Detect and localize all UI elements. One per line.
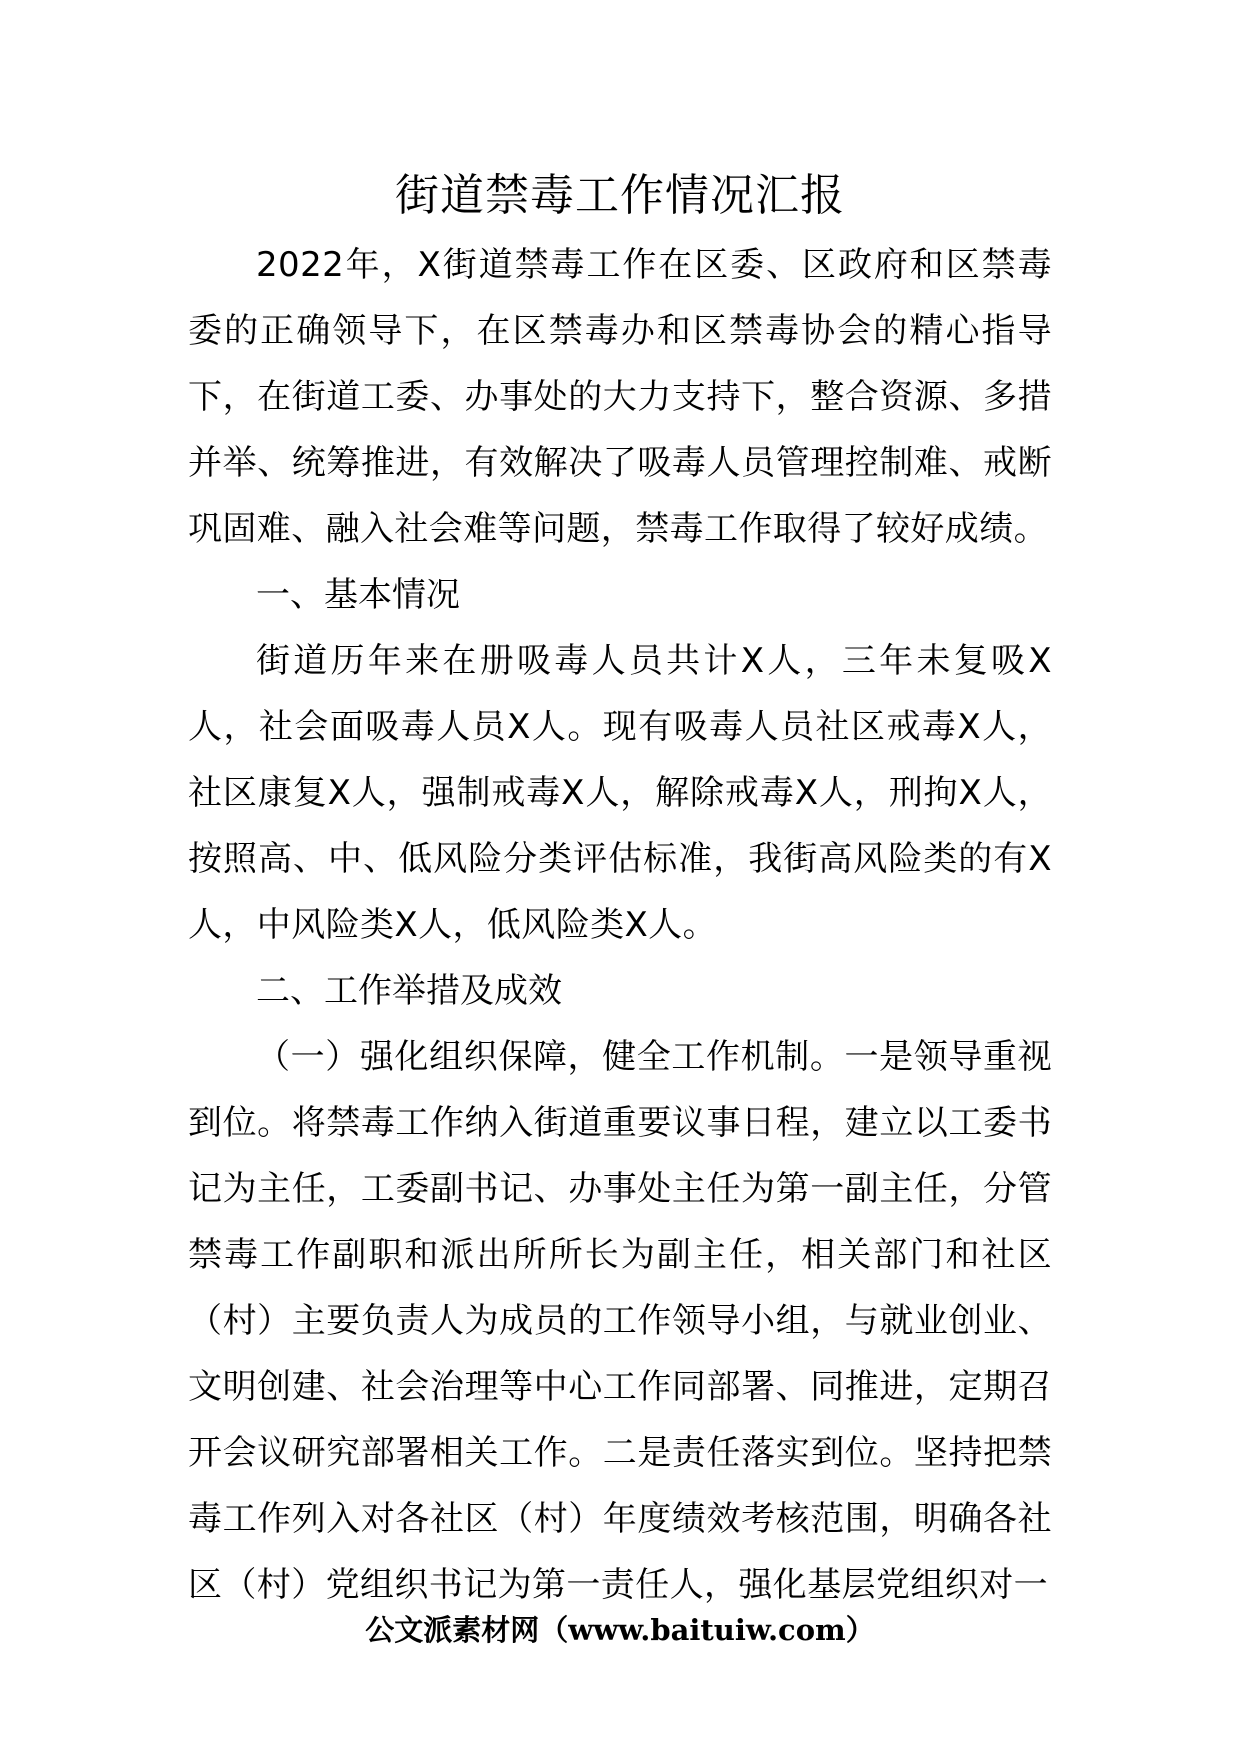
- intro-paragraph: 2022年，X街道禁毒工作在区委、区政府和区禁毒委的正确领导下，在区禁毒办和区禁毒协会的精心指导下，在街道工委、办事处的大力支持下，整合资源、多措并举、统筹推进，有效解决了吸毒人员管理控制难、戒断巩固难、融入社会难等问题，禁毒工作取得了较好成绩。: [188, 245, 1052, 549]
- section-heading-basic: 一、基本情况: [256, 575, 460, 615]
- document-body: [188, 232, 1052, 1618]
- measure-1-paragraph: （一）强化组织保障，健全工作机制。一是领导重视到位。将禁毒工作纳入街道重要议事日程，建立以工委书记为主任，工委副书记、办事处主任为第一副主任，分管禁毒工作副职和派出所所长为副主任，相关部门和社区（村）主要负责人为成员的工作领导小组，与就业创业、文明创建、社会治理等中心工作同部署、同推进，定期召开会议研究部署相关工作。二是责任落实到位。坚持把禁毒工作列入对各社区（村）年度绩效考核范围，明确各社区（村）党组织书记为第一责任人，强化基层党组织对一: [188, 1037, 1052, 1605]
- footer-watermark: 公文派素材网（www.baituiw.com）: [365, 1613, 875, 1647]
- section-heading-measures: 二、工作举措及成效: [256, 971, 562, 1011]
- basic-situation-paragraph: 街道历年来在册吸毒人员共计X人，三年未复吸X人，社会面吸毒人员X人。现有吸毒人员社区戒毒X人，社区康复X人，强制戒毒X人，解除戒毒X人，刑拘X人，按照高、中、低风险分类评估标准，我街高风险类的有X人，中风险类X人，低风险类X人。: [188, 641, 1052, 945]
- document-title: 街道禁毒工作情况汇报: [395, 170, 845, 221]
